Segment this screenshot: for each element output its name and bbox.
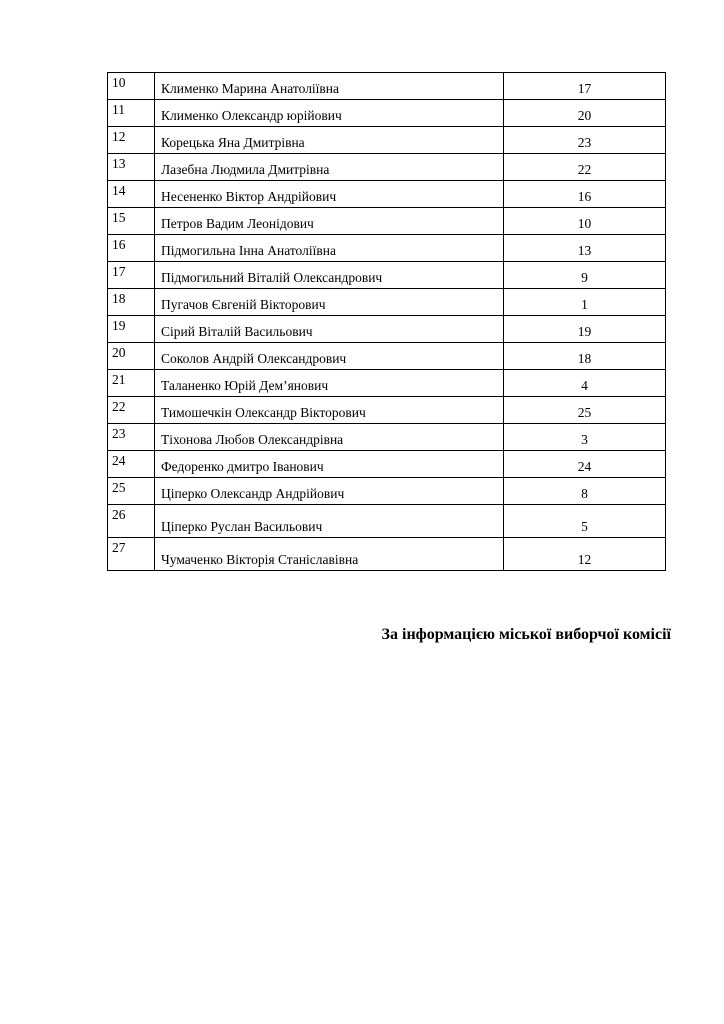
candidate-name: Клименко Олександр юрійович: [155, 100, 504, 127]
table-row: [108, 451, 666, 478]
table-row: [108, 478, 666, 505]
row-number: 27: [108, 538, 155, 571]
table-row: [108, 235, 666, 262]
table-row: [108, 208, 666, 235]
row-number: 16: [108, 235, 155, 262]
table-row: [108, 262, 666, 289]
candidate-value: 13: [504, 235, 666, 262]
source-note: За інформацією міської виборчої комісії: [381, 626, 671, 643]
row-number: 17: [108, 262, 155, 289]
candidate-value: 8: [504, 478, 666, 505]
row-number: 26: [108, 505, 155, 538]
candidate-value: 9: [504, 262, 666, 289]
candidate-value: 1: [504, 289, 666, 316]
table-row: [108, 100, 666, 127]
table-row: [108, 73, 666, 100]
candidate-name: Ціперко Олександр Андрійович: [155, 478, 504, 505]
candidate-value: 25: [504, 397, 666, 424]
candidate-value: 20: [504, 100, 666, 127]
table-row: [108, 397, 666, 424]
candidate-value: 16: [504, 181, 666, 208]
candidate-name: Лазебна Людмила Дмитрівна: [155, 154, 504, 181]
row-number: 24: [108, 451, 155, 478]
table-row: [108, 343, 666, 370]
candidates-table: [107, 72, 666, 571]
row-number: 21: [108, 370, 155, 397]
row-number: 19: [108, 316, 155, 343]
candidate-value: 23: [504, 127, 666, 154]
candidate-name: Клименко Марина Анатоліївна: [155, 73, 504, 100]
candidate-name: Федоренко дмитро Іванович: [155, 451, 504, 478]
candidate-value: 19: [504, 316, 666, 343]
candidate-name: Несененко Віктор Андрійович: [155, 181, 504, 208]
table-row: [108, 424, 666, 451]
candidate-name: Сірий Віталій Васильович: [155, 316, 504, 343]
candidate-name: Тимошечкін Олександр Вікторович: [155, 397, 504, 424]
candidate-value: 17: [504, 73, 666, 100]
row-number: 15: [108, 208, 155, 235]
table-row: [108, 538, 666, 571]
candidate-value: 5: [504, 505, 666, 538]
candidate-value: 24: [504, 451, 666, 478]
row-number: 18: [108, 289, 155, 316]
row-number: 22: [108, 397, 155, 424]
row-number: 13: [108, 154, 155, 181]
candidate-value: 12: [504, 538, 666, 571]
table-row: [108, 127, 666, 154]
row-number: 25: [108, 478, 155, 505]
row-number: 14: [108, 181, 155, 208]
row-number: 20: [108, 343, 155, 370]
row-number: 23: [108, 424, 155, 451]
candidate-name: Петров Вадим Леонідович: [155, 208, 504, 235]
candidate-name: Підмогильна Інна Анатоліївна: [155, 235, 504, 262]
candidate-value: 22: [504, 154, 666, 181]
row-number: 12: [108, 127, 155, 154]
candidate-value: 10: [504, 208, 666, 235]
candidate-name: Тіхонова Любов Олександрівна: [155, 424, 504, 451]
candidate-name: Соколов Андрій Олександрович: [155, 343, 504, 370]
table-row: [108, 505, 666, 538]
table-row: [108, 316, 666, 343]
candidate-value: 4: [504, 370, 666, 397]
candidate-name: Підмогильний Віталій Олександрович: [155, 262, 504, 289]
candidate-name: Корецька Яна Дмитрівна: [155, 127, 504, 154]
row-number: 11: [108, 100, 155, 127]
candidate-value: 18: [504, 343, 666, 370]
table-row: [108, 370, 666, 397]
table-row: [108, 289, 666, 316]
candidate-value: 3: [504, 424, 666, 451]
row-number: 10: [108, 73, 155, 100]
candidate-name: Чумаченко Вікторія Станіславівна: [155, 538, 504, 571]
candidate-name: Ціперко Руслан Васильович: [155, 505, 504, 538]
table-row: [108, 154, 666, 181]
candidate-name: Таланенко Юрій Дем’янович: [155, 370, 504, 397]
candidate-name: Пугачов Євгеній Вікторович: [155, 289, 504, 316]
table-row: [108, 181, 666, 208]
table-body: [108, 73, 666, 571]
